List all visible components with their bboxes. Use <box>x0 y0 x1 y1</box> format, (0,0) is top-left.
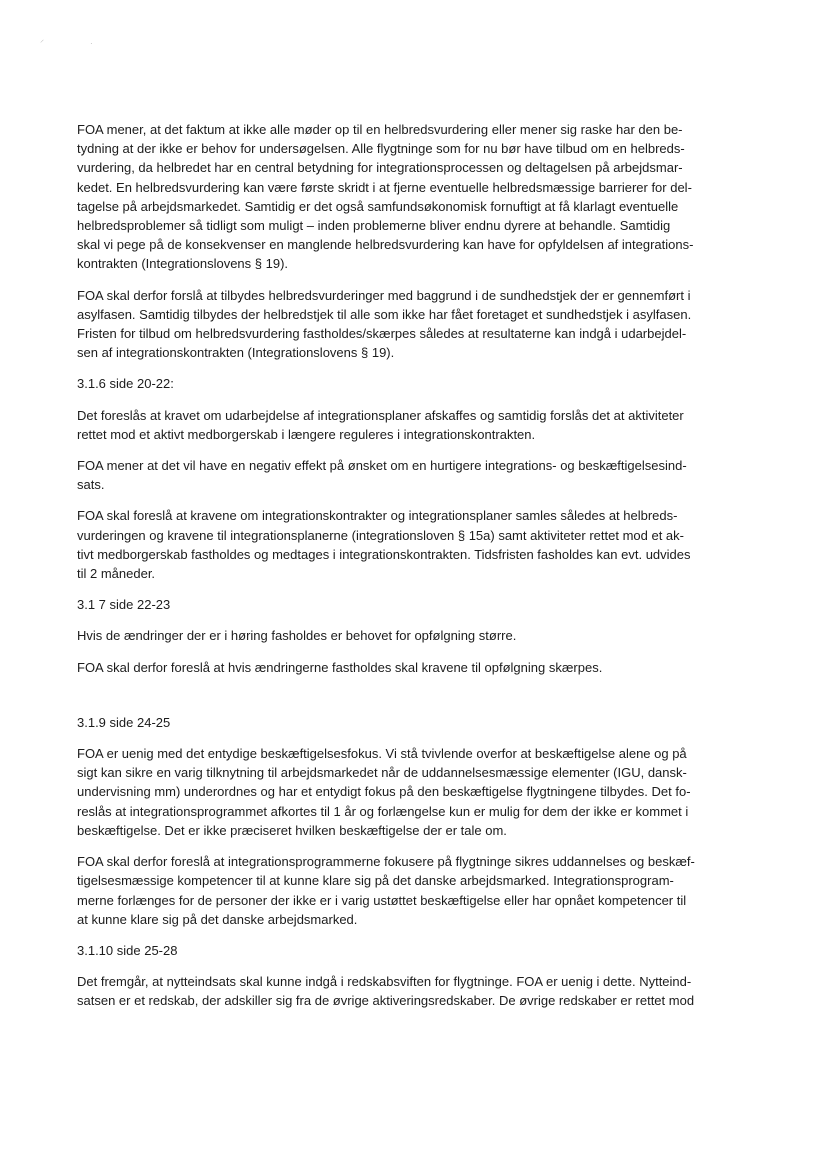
paragraph-line: rettet mod et aktivt medborgerskab i længere reguleres i integrationskontrakten. <box>77 426 536 442</box>
paragraph-line: asylfasen. Samtidig tilbydes der helbredstjek til alle som ikke har fået foretaget et sundhedstjek i asylfasen. <box>77 306 692 322</box>
paragraph-line: helbredsproblemer så tidligt som muligt – inden problemerne bliver endnu dyrere at behandle. Samtidig <box>77 218 671 234</box>
paragraph <box>77 456 747 494</box>
paragraph <box>77 286 747 363</box>
paragraph <box>77 744 747 840</box>
paragraph <box>77 852 747 929</box>
paragraph-line: Hvis de ændringer der er i høring fasholdes er behovet for opfølgning større. <box>77 628 517 644</box>
paragraph-line: FOA skal foreslå at kravene om integrationskontrakter og integrationsplaner samles således at helbreds- <box>77 508 678 524</box>
document-body <box>77 120 747 1023</box>
scan-artifact-mark: · <box>90 39 93 48</box>
paragraph-line: vurderingen og kravene til integrationsplanerne (integrationsloven § 15a) samt aktiviteter rettet mod et ak- <box>77 527 684 543</box>
paragraph-line: FOA er uenig med det entydige beskæftigelsesfokus. Vi stå tvivlende overfor at beskæftigelse alene og på <box>77 746 687 762</box>
paragraph-line: vurdering, da helbredet har en central betydning for integrationsprocessen og deltagelsen på arbejdsmar- <box>77 160 683 176</box>
paragraph <box>77 626 747 645</box>
paragraph <box>77 120 747 274</box>
paragraph <box>77 658 747 677</box>
paragraph-line: sigt kan sikre en varig tilknytning til arbejdsmarkedet når de uddannelsesmæssige elementer (IGU, dansk- <box>77 765 687 781</box>
section-heading: 3.1.9 side 24-25 <box>77 714 171 730</box>
paragraph-line: FOA mener at det vil have en negativ effekt på ønsket om en hurtigere integrations- og beskæftigelsesind- <box>77 458 687 474</box>
section-heading: 3.1.6 side 20-22: <box>77 376 174 392</box>
paragraph-line: Det foreslås at kravet om udarbejdelse af integrationsplaner afskaffes og samtidig forslås det at aktiviteter <box>77 407 684 423</box>
paragraph-line: FOA skal derfor forslå at tilbydes helbredsvurderinger med baggrund i de sundhedstjek der er gennemført i <box>77 287 691 303</box>
paragraph-line: Fristen for tilbud om helbredsvurdering fastholdes/skærpes således at resultaterne kan indgå i udarbejdel- <box>77 326 687 342</box>
paragraph-line: tivt medborgerskab fastholdes og medtages i integrationskontrakten. Tidsfristen fasholdes kan evt. udvides <box>77 546 691 562</box>
paragraph-line: kedet. En helbredsvurdering kan være første skridt i at fjerne eventuelle helbredsmæssige barrierer for del- <box>77 179 692 195</box>
paragraph-line: kontrakten (Integrationslovens § 19). <box>77 256 289 272</box>
paragraph-line: tigelsesmæssige kompetencer til at kunne klare sig på det danske arbejdsmarked. Integrationsprogram- <box>77 873 674 889</box>
scan-artifact-mark: ⸝ <box>40 35 44 44</box>
paragraph <box>77 506 747 583</box>
paragraph-line: beskæftigelse. Det er ikke præciseret hvilken beskæftigelse der er tale om. <box>77 822 507 838</box>
section-gap <box>77 689 747 713</box>
paragraph-line: sats. <box>77 477 105 493</box>
paragraph-line: undervisning mm) underordnes og har et entydigt fokus på den beskæftigelse flygtningene tilbydes. Det fo- <box>77 784 691 800</box>
paragraph-line: at kunne klare sig på det danske arbejdsmarked. <box>77 911 358 927</box>
paragraph-line: merne forlænges for de personer der ikke er i varig ustøttet beskæftigelse eller har opnået kompetencer til <box>77 892 687 908</box>
paragraph <box>77 406 747 444</box>
section-heading: 3.1.10 side 25-28 <box>77 942 178 958</box>
paragraph-line: tydning at der ikke er behov for undersøgelsen. Alle flygtninge som for nu bør have tilbud om en helbreds- <box>77 141 685 157</box>
paragraph-line: satsen er et redskab, der adskiller sig fra de øvrige aktiveringsredskaber. De øvrige redskaber er rettet mod <box>77 993 695 1009</box>
section-heading: 3.1 7 side 22-23 <box>77 597 171 613</box>
paragraph-line: sen af integrationskontrakten (Integrationslovens § 19). <box>77 345 395 361</box>
paragraph-line: FOA mener, at det faktum at ikke alle møder op til en helbredsvurdering eller mener sig raske har den be- <box>77 122 683 137</box>
paragraph-line: skal vi pege på de konsekvenser en manglende helbredsvurdering kan have for opfyldelsen af integrations- <box>77 237 694 253</box>
paragraph-line: FOA skal derfor foreslå at hvis ændringerne fastholdes skal kravene til opfølgning skærpes. <box>77 659 603 675</box>
paragraph-line: reslås at integrationsprogrammet afkortes til 1 år og forlængelse kun er mulig for dem der ikke er kommet i <box>77 803 689 819</box>
paragraph-line: tagelse på arbejdsmarkedet. Samtidig er det også samfundsøkonomisk fornuftigt at få klarlagt eventuelle <box>77 198 679 214</box>
paragraph-line: FOA skal derfor foreslå at integrationsprogrammerne fokusere på flygtninge sikres uddannelses og beskæf- <box>77 854 695 870</box>
paragraph-line: til 2 måneder. <box>77 566 156 582</box>
paragraph <box>77 972 747 1010</box>
paragraph-line: Det fremgår, at nytteindsats skal kunne indgå i redskabsviften for flygtninge. FOA er uenig i dette. Nytteind- <box>77 974 692 990</box>
